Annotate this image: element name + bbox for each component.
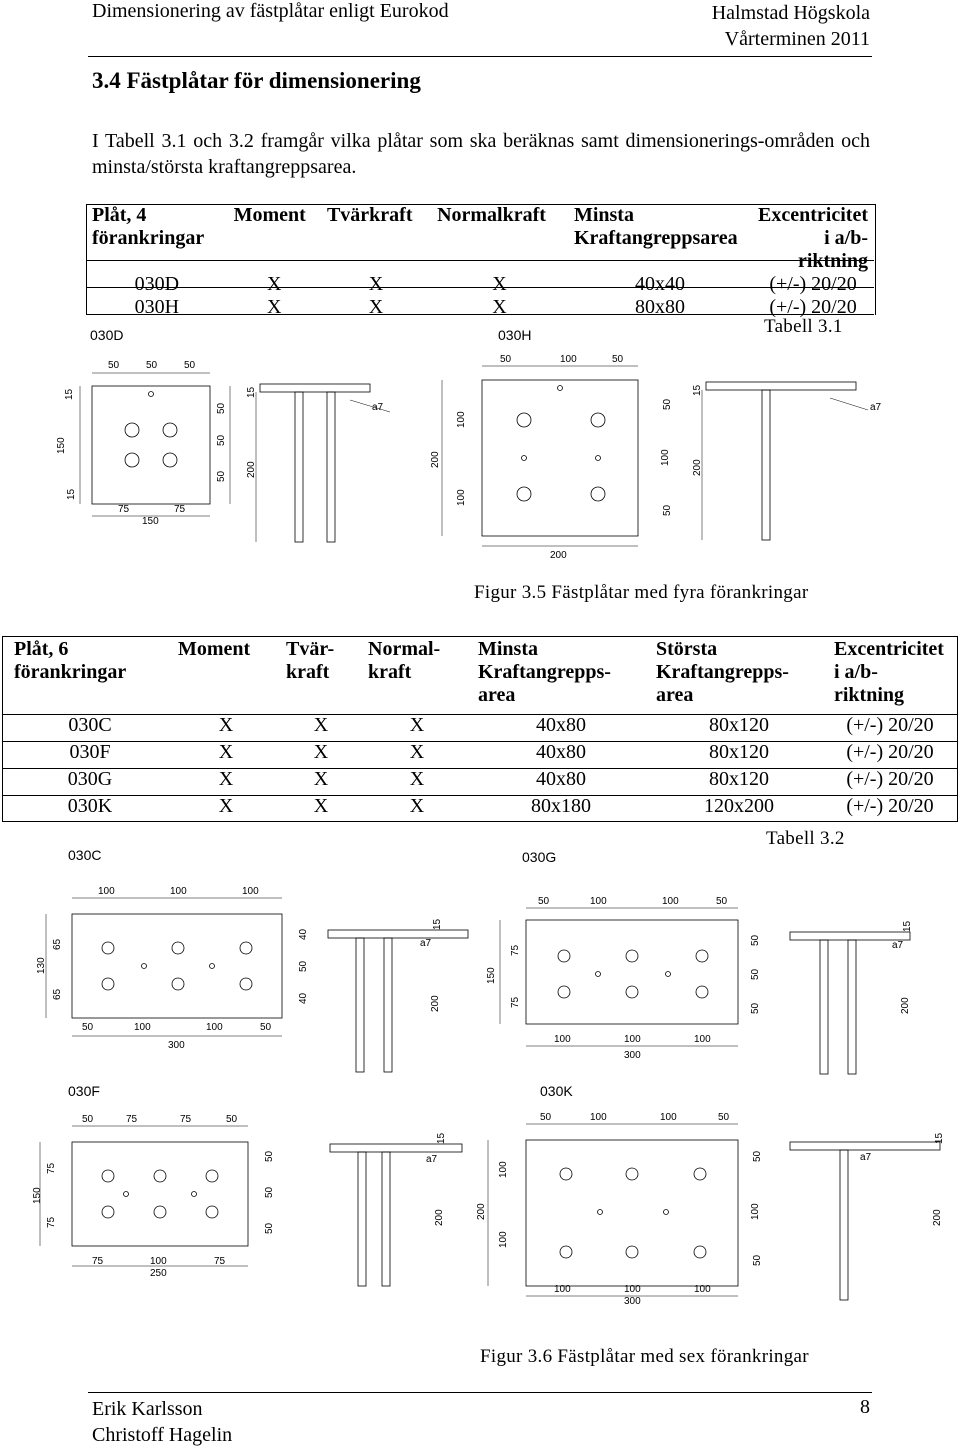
dim: 15 — [432, 918, 443, 930]
dim: 65 — [52, 988, 63, 1000]
t1-h-plate: Plåt, 4 förankringar — [92, 204, 205, 249]
anchor-hole — [626, 986, 638, 998]
t1-cell: X — [368, 296, 384, 318]
dim: 75 — [180, 1114, 192, 1125]
anchor-bar — [358, 1152, 366, 1286]
figure-3-6-drawing — [20, 840, 950, 1340]
dim: 50 — [264, 1150, 275, 1162]
t2-cell: X — [218, 795, 234, 817]
center-mark — [558, 386, 563, 391]
plate-side — [260, 384, 370, 392]
anchor-hole — [206, 1206, 218, 1218]
plate-side — [706, 382, 856, 390]
anchor-hole — [558, 950, 570, 962]
t2-cell: 030G — [67, 768, 113, 790]
anchor-hole — [125, 423, 139, 437]
center-mark — [596, 972, 601, 977]
t2-cell: (+/-) 20/20 — [846, 714, 934, 736]
t2-cell: 030C — [68, 714, 112, 736]
anchor-hole — [626, 950, 638, 962]
center-mark — [124, 1192, 129, 1197]
t2-cell: (+/-) 20/20 — [846, 795, 934, 817]
table-3-1-caption: Tabell 3.1 — [764, 316, 843, 337]
t2-cell: 120x200 — [704, 795, 774, 817]
center-mark — [522, 456, 527, 461]
dim: 50 — [752, 1150, 763, 1162]
dim: 100 — [150, 1256, 167, 1267]
dim: 15 — [246, 386, 257, 398]
page-number: 8 — [860, 1396, 870, 1418]
t2-cell: (+/-) 20/20 — [846, 768, 934, 790]
plate-030F — [72, 1142, 248, 1246]
t2-cell: X — [313, 768, 329, 790]
t1-h-shear: Tvärkraft — [326, 204, 413, 226]
t2-cell: X — [218, 714, 234, 736]
anchor-hole — [172, 978, 184, 990]
t2-cell: X — [313, 714, 329, 736]
header-school: Halmstad Högskola — [711, 2, 870, 24]
dim: 50 — [108, 360, 120, 371]
plate-030K — [526, 1140, 738, 1286]
dim: 75 — [118, 504, 130, 515]
dim: 50 — [184, 360, 196, 371]
t2-h-plate: Plåt, 6 förankringar — [14, 638, 127, 683]
anchor-bar — [820, 940, 828, 1074]
dim: 100 — [624, 1284, 641, 1295]
dim: 50 — [662, 398, 673, 410]
dim: 200 — [692, 459, 703, 476]
center-mark — [149, 392, 154, 397]
table-3-2 — [8, 638, 952, 822]
dim: 300 — [624, 1296, 641, 1307]
plate-030C-label: 030C — [68, 847, 102, 863]
t2-cell: X — [409, 768, 425, 790]
t1-cell: (+/-) 20/20 — [769, 273, 857, 295]
dim: 50 — [500, 354, 512, 365]
dim: 100 — [694, 1284, 711, 1295]
anchor-hole — [696, 950, 708, 962]
t1-cell: X — [492, 296, 507, 318]
footer-rule — [88, 1392, 872, 1393]
anchor-hole — [163, 423, 177, 437]
dim: 50 — [298, 960, 309, 972]
dim: 50 — [216, 470, 227, 482]
anchor-hole — [240, 942, 252, 954]
dim: 100 — [98, 886, 115, 897]
rule — [86, 260, 874, 261]
footer-author-2: Christoff Hagelin — [92, 1424, 233, 1446]
dim: 75 — [46, 1216, 57, 1228]
t1-cell: 80x80 — [634, 296, 685, 318]
dim: 15 — [902, 920, 913, 932]
dim: 50 — [750, 934, 761, 946]
dim: 250 — [150, 1268, 167, 1279]
dim: 75 — [510, 996, 521, 1008]
footer-authors — [92, 1396, 232, 1448]
header-left: Dimensionering av fästplåtar enligt Eurokod — [92, 0, 449, 22]
dim: 75 — [174, 504, 186, 515]
dim: 75 — [510, 944, 521, 956]
table-row — [8, 768, 952, 795]
weld-label: a7 — [420, 938, 432, 949]
t2-cell: X — [409, 714, 425, 736]
t2-cell: 030K — [67, 795, 113, 817]
figure-3-5-caption: Figur 3.5 Fästplåtar med fyra förankringar — [474, 582, 809, 603]
table-row — [8, 741, 952, 768]
rule — [86, 314, 874, 315]
weld-label: a7 — [372, 402, 384, 413]
dim: 50 — [260, 1022, 272, 1033]
dim: 100 — [694, 1034, 711, 1045]
anchor-hole — [102, 1170, 114, 1182]
weld-label: a7 — [860, 1152, 872, 1163]
t2-cell: 030F — [69, 741, 111, 763]
intro-paragraph: I Tabell 3.1 och 3.2 framgår vilka plåtar som ska beräknas samt dimensionerings-områden och minsta/största kraftangreppsarea. — [92, 130, 870, 178]
dim: 100 — [456, 489, 467, 506]
anchor-hole — [626, 1246, 638, 1258]
anchor-hole — [240, 978, 252, 990]
dim: 75 — [126, 1114, 138, 1125]
center-mark — [192, 1192, 197, 1197]
dim: 15 — [436, 1132, 447, 1144]
t2-h-shear: Tvär-kraft — [286, 638, 335, 683]
dim: 40 — [298, 928, 309, 940]
anchor-bar — [384, 938, 392, 1072]
anchor-bar — [840, 1150, 848, 1300]
table-3-2-caption: Tabell 3.2 — [766, 828, 845, 849]
t1-cell: 030D — [134, 273, 180, 295]
dim: 200 — [434, 1209, 445, 1226]
dim: 50 — [538, 896, 550, 907]
dim: 200 — [430, 995, 441, 1012]
plate-030F-label: 030F — [68, 1083, 100, 1099]
center-mark — [664, 1210, 669, 1215]
t2-cell: X — [218, 741, 234, 763]
t1-cell: (+/-) 20/20 — [769, 296, 857, 318]
t1-h-min-area: Minsta Kraftangreppsarea — [573, 204, 738, 249]
anchor-hole — [517, 413, 531, 427]
rule — [86, 287, 874, 288]
dim: 150 — [56, 437, 67, 454]
plate-side — [328, 930, 468, 938]
dim: 100 — [750, 1203, 761, 1220]
dim: 300 — [624, 1050, 641, 1061]
t1-h-normal: Normalkraft — [437, 204, 546, 226]
dim: 75 — [214, 1256, 226, 1267]
anchor-hole — [102, 942, 114, 954]
plate-030D-label: 030D — [90, 327, 124, 343]
dim: 200 — [550, 550, 567, 561]
dim: 200 — [476, 1203, 487, 1220]
dim: 50 — [662, 504, 673, 516]
t2-cell: 40x80 — [536, 768, 586, 790]
dim: 150 — [142, 516, 159, 527]
dim: 100 — [206, 1022, 223, 1033]
dim: 15 — [934, 1132, 945, 1144]
anchor-bar — [762, 390, 770, 540]
anchor-bar — [382, 1152, 390, 1286]
header-rule — [88, 56, 872, 57]
dim: 100 — [660, 449, 671, 466]
dim: 100 — [498, 1161, 509, 1178]
section-title: 3.4 Fästplåtar för dimensionering — [92, 68, 421, 93]
dim: 50 — [146, 360, 158, 371]
t1-cell: X — [368, 273, 384, 295]
dim: 75 — [46, 1162, 57, 1174]
table-row — [8, 795, 952, 822]
anchor-bar — [356, 938, 364, 1072]
anchor-hole — [154, 1170, 166, 1182]
dim: 50 — [226, 1114, 238, 1125]
anchor-hole — [163, 453, 177, 467]
table-row — [8, 714, 952, 741]
center-mark — [596, 456, 601, 461]
dim: 50 — [752, 1254, 763, 1266]
center-mark — [598, 1210, 603, 1215]
plate-030H-label: 030H — [498, 327, 532, 343]
dim: 100 — [456, 411, 467, 428]
plate-030D — [92, 386, 210, 504]
t2-h-ecc: Excentricitet i a/b-riktning — [834, 638, 944, 706]
t2-cell: 40x80 — [536, 741, 586, 763]
center-mark — [142, 964, 147, 969]
dim: 50 — [750, 968, 761, 980]
dim: 100 — [560, 354, 577, 365]
t2-h-max-area: Största Kraftangrepps-area — [656, 638, 789, 706]
anchor-hole — [102, 1206, 114, 1218]
anchor-hole — [125, 453, 139, 467]
dim: 65 — [52, 938, 63, 950]
t2-h-moment: Moment — [178, 638, 251, 660]
plate-030G-label: 030G — [522, 849, 557, 865]
dim: 50 — [540, 1112, 552, 1123]
dim: 75 — [92, 1256, 104, 1267]
anchor-bar — [327, 392, 335, 542]
t2-cell: 80x120 — [709, 714, 769, 736]
center-mark — [666, 972, 671, 977]
dim: 200 — [932, 1209, 943, 1226]
anchor-hole — [591, 413, 605, 427]
t2-cell: 80x120 — [709, 768, 769, 790]
dim: 150 — [32, 1187, 43, 1204]
dim: 100 — [662, 896, 679, 907]
plate-030C — [72, 914, 282, 1018]
dim: 100 — [660, 1112, 677, 1123]
weld-label: a7 — [870, 402, 882, 413]
anchor-hole — [102, 978, 114, 990]
dim: 50 — [716, 896, 728, 907]
header-right — [712, 0, 870, 52]
dim: 50 — [264, 1222, 275, 1234]
t1-cell: X — [492, 273, 507, 295]
t2-cell: 40x80 — [536, 714, 586, 736]
anchor-hole — [560, 1246, 572, 1258]
center-mark — [210, 964, 215, 969]
dim: 200 — [430, 451, 441, 468]
anchor-hole — [696, 986, 708, 998]
t2-cell: 80x180 — [531, 795, 591, 817]
footer-author-1: Erik Karlsson — [92, 1398, 203, 1420]
t2-cell: X — [409, 795, 425, 817]
t1-cell: 40x40 — [634, 273, 685, 295]
dim: 100 — [498, 1231, 509, 1248]
dim: 40 — [298, 992, 309, 1004]
dim: 100 — [590, 1112, 607, 1123]
t2-h-normal: Normal-kraft — [368, 638, 441, 683]
dim: 50 — [216, 402, 227, 414]
plate-030G — [526, 920, 738, 1024]
anchor-bar — [848, 940, 856, 1074]
t2-cell: X — [218, 768, 234, 790]
dim: 130 — [36, 957, 47, 974]
figure-3-6-caption: Figur 3.6 Fästplåtar med sex förankringar — [480, 1346, 809, 1367]
dim: 100 — [624, 1034, 641, 1045]
anchor-bar — [295, 392, 303, 542]
dim: 50 — [718, 1112, 730, 1123]
dim: 15 — [64, 388, 75, 400]
t2-cell: X — [313, 741, 329, 763]
anchor-hole — [560, 1168, 572, 1180]
plate-side — [330, 1144, 462, 1152]
plate-030K-label: 030K — [540, 1083, 573, 1099]
t2-cell: (+/-) 20/20 — [846, 741, 934, 763]
t2-cell: X — [313, 795, 329, 817]
dim: 50 — [612, 354, 624, 365]
figure-3-5-drawing — [50, 318, 910, 578]
t1-cell: X — [267, 273, 282, 295]
dim: 50 — [216, 434, 227, 446]
anchor-hole — [694, 1168, 706, 1180]
anchor-hole — [558, 986, 570, 998]
anchor-hole — [694, 1246, 706, 1258]
dim: 100 — [170, 886, 187, 897]
t1-cell: X — [267, 296, 282, 318]
anchor-hole — [517, 487, 531, 501]
dim: 100 — [242, 886, 259, 897]
anchor-hole — [626, 1168, 638, 1180]
anchor-hole — [172, 942, 184, 954]
dim: 100 — [554, 1034, 571, 1045]
weld-label: a7 — [426, 1154, 438, 1165]
dim: 15 — [66, 488, 77, 500]
plate-side — [790, 1142, 940, 1150]
dim: 50 — [82, 1022, 94, 1033]
dim: 200 — [900, 997, 911, 1014]
t2-cell: 80x120 — [709, 741, 769, 763]
anchor-hole — [154, 1206, 166, 1218]
dim: 150 — [486, 967, 497, 984]
dim: 50 — [264, 1186, 275, 1198]
header-term: Vårterminen 2011 — [724, 28, 870, 50]
anchor-hole — [591, 487, 605, 501]
anchor-hole — [206, 1170, 218, 1182]
dim: 300 — [168, 1040, 185, 1051]
t2-cell: X — [409, 741, 425, 763]
plate-side — [790, 932, 910, 940]
dim: 50 — [750, 1002, 761, 1014]
t1-cell: 030H — [134, 296, 180, 318]
t2-h-min-area: Minsta Kraftangrepps-area — [478, 638, 611, 706]
t1-h-ecc: Excentricitet i a/b-riktning — [758, 204, 868, 272]
t1-h-moment: Moment — [233, 204, 306, 226]
dim: 100 — [554, 1284, 571, 1295]
dim: 50 — [82, 1114, 94, 1125]
dim: 100 — [590, 896, 607, 907]
dim: 200 — [246, 461, 257, 478]
dim: 15 — [692, 384, 703, 396]
dim: 100 — [134, 1022, 151, 1033]
weld-label: a7 — [892, 940, 904, 951]
plate-030H — [482, 380, 638, 536]
